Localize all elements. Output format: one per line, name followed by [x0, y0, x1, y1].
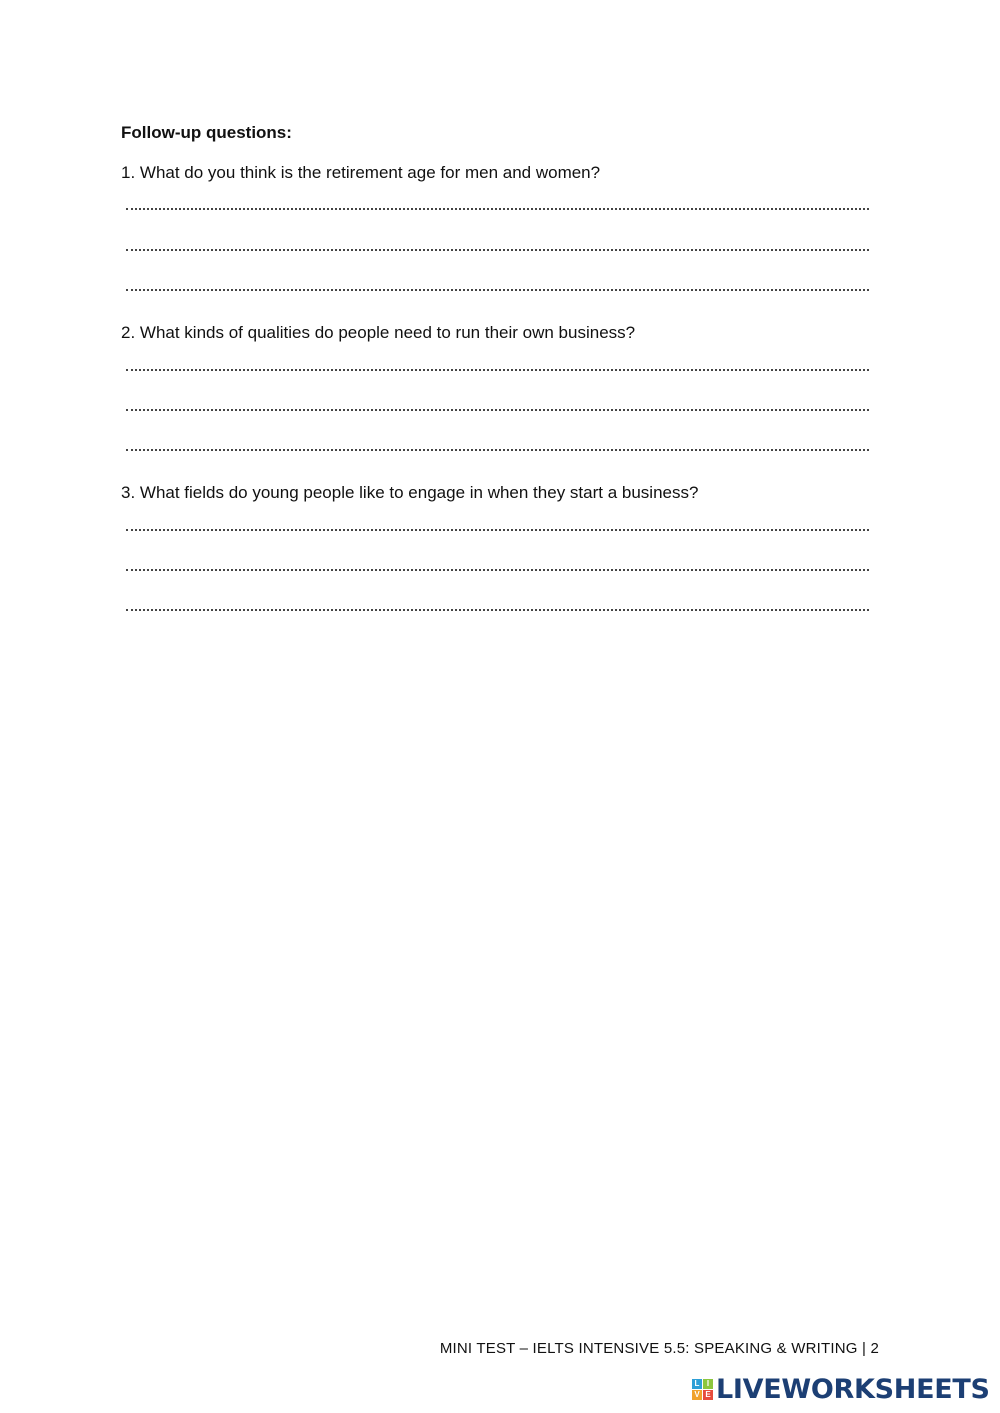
page-footer: MINI TEST – IELTS INTENSIVE 5.5: SPEAKING & WRITING | 2	[439, 1340, 879, 1357]
answer-line-2-1[interactable]	[126, 369, 869, 371]
logo-mark-cell: V	[692, 1390, 702, 1400]
section-heading: Follow-up questions:	[121, 123, 292, 142]
logo-mark-icon	[692, 1379, 713, 1400]
answer-line-3-2[interactable]	[126, 569, 869, 571]
answer-line-3-1[interactable]	[126, 529, 869, 531]
answer-line-2-2[interactable]	[126, 409, 869, 411]
answer-line-1-3[interactable]	[126, 289, 869, 291]
question-1: 1. What do you think is the retirement age for men and women?	[121, 163, 601, 182]
liveworksheets-logo	[692, 1374, 990, 1404]
logo-wordmark: LIVEWORKSHEETS	[716, 1373, 990, 1405]
answer-line-3-3[interactable]	[126, 609, 869, 611]
question-2: 2. What kinds of qualities do people need to run their own business?	[121, 323, 636, 342]
answer-line-1-2[interactable]	[126, 249, 869, 251]
answer-line-2-3[interactable]	[126, 449, 869, 451]
question-3: 3. What fields do young people like to engage in when they start a business?	[121, 483, 699, 502]
logo-mark-cell: E	[703, 1390, 713, 1400]
logo-mark-cell: L	[692, 1379, 702, 1389]
answer-line-1-1[interactable]	[126, 208, 869, 210]
logo-mark-cell: I	[703, 1379, 713, 1389]
